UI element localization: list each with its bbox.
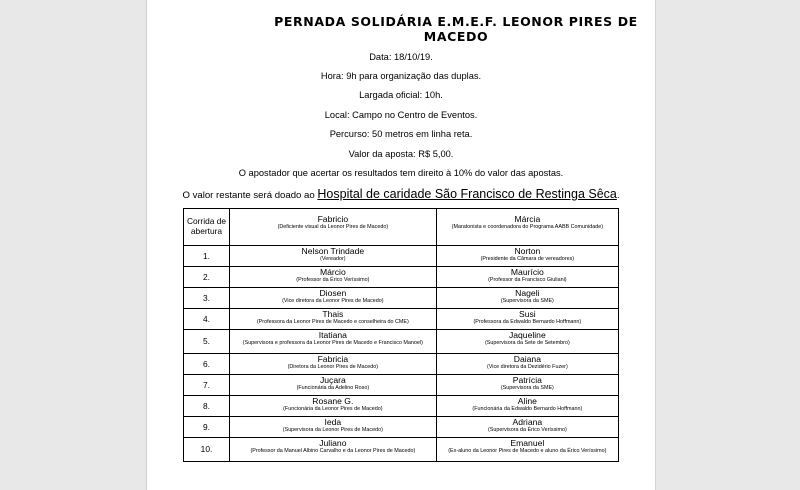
header-label: Corrida de abertura (184, 209, 230, 246)
document-page (146, 0, 656, 490)
donation-prefix: O valor restante será doado ao (182, 190, 318, 201)
left-participant-cell (230, 354, 437, 375)
right-participant-cell (436, 267, 618, 288)
table-row (184, 417, 619, 438)
row-number: 9. (184, 417, 230, 438)
participant-desc: (Professor da Francisco Giuliani) (488, 277, 567, 283)
table-row (184, 267, 619, 288)
participant-name: Nelson Trindade (301, 246, 365, 256)
right-participant-cell (436, 246, 618, 267)
participant-desc: (Professor da Manuel Albino Carvalho e da Leonor Pires de Macedo) (250, 448, 416, 454)
row-number: 2. (184, 267, 230, 288)
race-table (183, 208, 619, 462)
participant-desc: (Presidente da Câmara de vereadores) (480, 256, 575, 262)
table-header-row (184, 209, 619, 246)
info-time: Hora: 9h para organização das duplas. (320, 71, 482, 81)
left-participant-cell (230, 288, 437, 309)
participant-desc: (Vereador) (320, 256, 346, 262)
row-number: 3. (184, 288, 230, 309)
participant-desc: (Diretora da Leonor Pires de Macedo) (287, 364, 379, 370)
header-right-cell (436, 209, 618, 246)
participant-name: Nageli (515, 288, 540, 298)
right-participant-cell (436, 438, 618, 462)
row-number: 1. (184, 246, 230, 267)
left-participant-cell (230, 438, 437, 462)
participant-desc: (Professora da Edwaldo Bernardo Hoffmann) (473, 319, 582, 325)
left-participant-cell (230, 309, 437, 330)
info-date: Data: 18/10/19. (369, 52, 433, 62)
left-participant-cell (230, 246, 437, 267)
table-row (184, 375, 619, 396)
participant-name: Daiana (513, 354, 541, 364)
participant-desc: (Professor da Érico Veríssimo) (296, 277, 370, 283)
right-participant-cell (436, 375, 618, 396)
table-row (184, 309, 619, 330)
participant-name: Juliano (319, 438, 347, 448)
participant-desc: (Supervisora da Érico Veríssimo) (487, 427, 567, 433)
table-row (184, 396, 619, 417)
row-number: 4. (184, 309, 230, 330)
participant-desc: (Vice diretora da Leonor Pires de Macedo) (282, 298, 384, 304)
left-participant-cell (230, 267, 437, 288)
participant-desc: (Supervisora da SME) (500, 385, 554, 391)
info-start: Largada oficial: 10h. (359, 90, 443, 100)
participant-name: Adriana (512, 417, 543, 427)
participant-desc: (Maratonista e coordenadora do Programa AABB Comunidade) (451, 224, 604, 230)
hospital-name: Hospital de caridade São Francisco de Restinga Sêca (317, 187, 617, 201)
left-participant-cell (230, 375, 437, 396)
participant-desc: (Supervisora da SME) (500, 298, 554, 304)
participant-name: Juçara (319, 375, 346, 385)
right-participant-cell (436, 354, 618, 375)
left-participant-cell (230, 330, 437, 354)
page-title: PERNADA SOLIDÁRIA E.M.E.F. LEONOR PIRES DE MACEDO (274, 14, 638, 44)
participant-desc: (Ex-aluno da Leonor Pires de Macedo e aluno da Érico Veríssimo) (448, 448, 607, 454)
participant-name: Ieda (324, 417, 342, 427)
left-participant-cell (230, 396, 437, 417)
participant-desc: (Vice diretora da Dezidério Fuzer) (486, 364, 568, 370)
row-number: 8. (184, 396, 230, 417)
participant-name: Itatiana (318, 330, 347, 340)
participant-desc: (Deficiente visual da Leonor Pires de Macedo) (277, 224, 389, 230)
info-location: Local: Campo no Centro de Eventos. (324, 110, 478, 120)
donation-line (147, 187, 655, 201)
participant-desc: (Professora da Leonor Pires de Macedo e conselheira do CME) (256, 319, 409, 325)
info-bet-value: Valor da aposta: R$ 5,00. (348, 149, 454, 159)
participant-name: Thais (322, 309, 344, 319)
participant-desc: (Funcionária da Adelino Roso) (296, 385, 370, 391)
right-participant-cell (436, 330, 618, 354)
participant-name: Diosen (319, 288, 347, 298)
right-participant-cell (436, 288, 618, 309)
table-row (184, 288, 619, 309)
participant-name: Patrícia (512, 375, 542, 385)
participant-name: Fabricia (317, 354, 349, 364)
right-participant-cell (436, 396, 618, 417)
row-number: 6. (184, 354, 230, 375)
participant-desc: (Funcionária da Edwaldo Bernardo Hoffmann) (472, 406, 583, 412)
participant-name: Aline (517, 396, 537, 406)
right-participant-cell (436, 417, 618, 438)
participant-name: Susi (518, 309, 536, 319)
participant-desc: (Supervisora da Leonor Pires de Macedo) (282, 427, 383, 433)
table-row (184, 438, 619, 462)
row-number: 10. (184, 438, 230, 462)
row-number: 5. (184, 330, 230, 354)
participant-name: Fabricio (317, 214, 349, 224)
right-participant-cell (436, 309, 618, 330)
participant-name: Maurício (510, 267, 544, 277)
participant-desc: (Supervisora e professora da Leonor Pires de Macedo e Francisco Manoel) (242, 340, 423, 346)
participant-name: Norton (514, 246, 541, 256)
left-participant-cell (230, 417, 437, 438)
participant-name: Rosane G. (312, 396, 354, 406)
info-course: Percurso: 50 metros em linha reta. (329, 129, 473, 139)
table-row (184, 330, 619, 354)
row-number: 7. (184, 375, 230, 396)
header-left-cell (230, 209, 437, 246)
participant-desc: (Supervisora da Sete de Setembro) (484, 340, 570, 346)
table-row (184, 246, 619, 267)
table-row (184, 354, 619, 375)
participant-desc: (Funcionária da Leonor Pires de Macedo) (283, 406, 383, 412)
donation-suffix: . (616, 190, 620, 201)
info-bettor: O apostador que acertar os resultados tem direito à 10% do valor das apostas. (238, 168, 564, 178)
participant-name: Emanuel (510, 438, 545, 448)
participant-name: Márcio (319, 267, 346, 277)
participant-name: Márcia (514, 214, 541, 224)
participant-name: Jaqueline (508, 330, 546, 340)
